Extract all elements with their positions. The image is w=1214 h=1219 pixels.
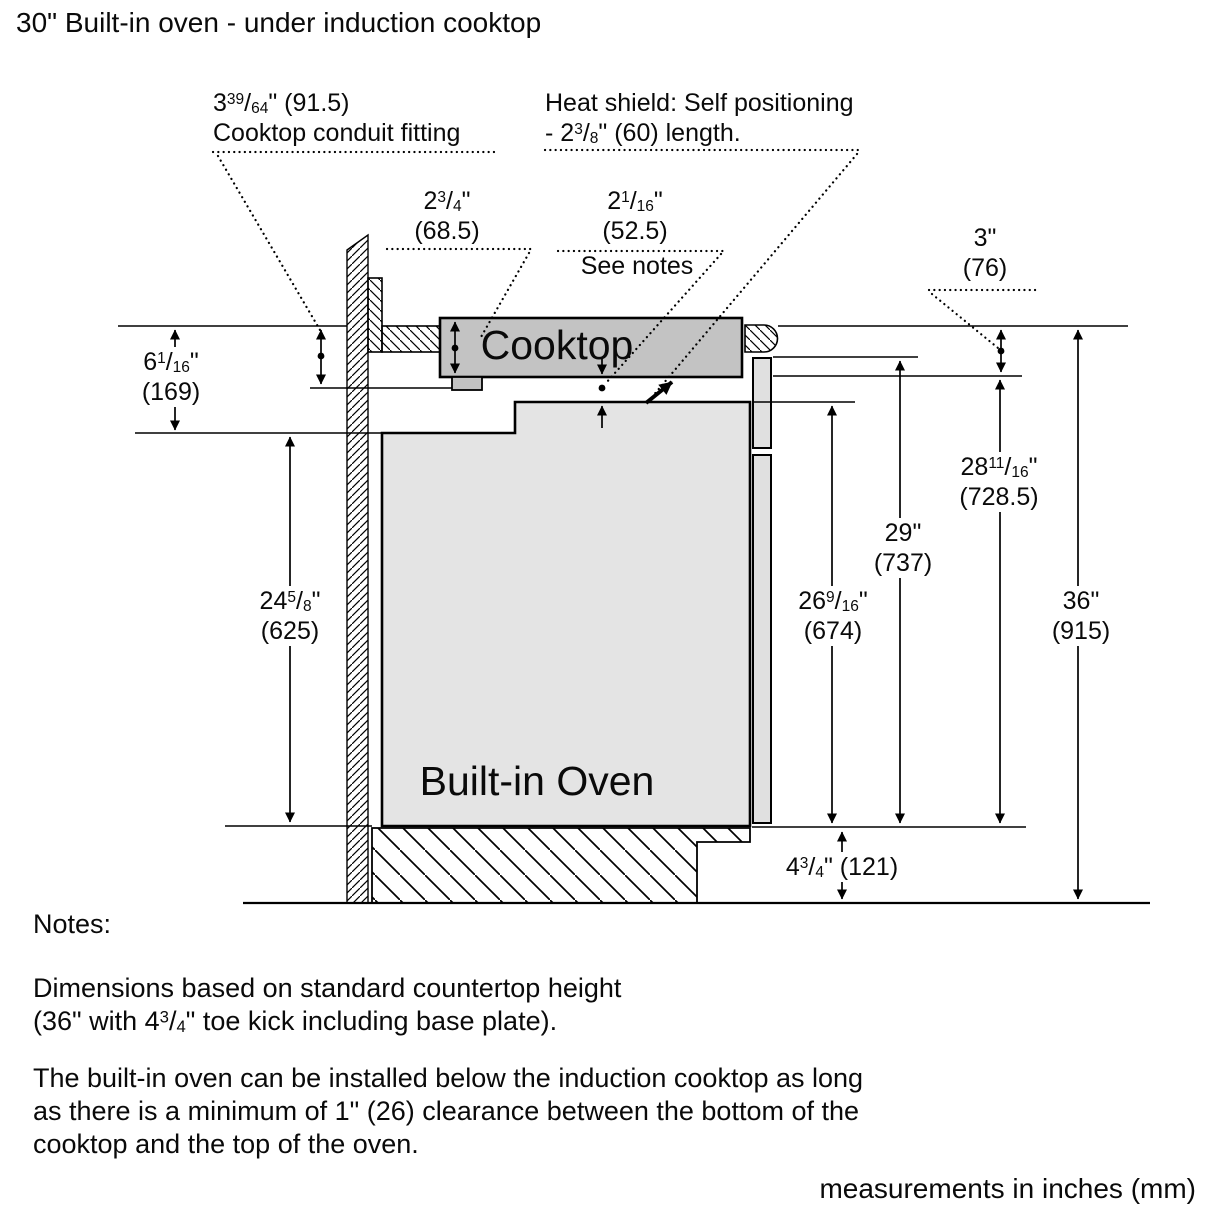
dim-24-5-8-label: $24^5/_8$" (625) [256, 586, 325, 646]
dim-2-3-4-label: $2^3/_4$" (68.5) [414, 187, 480, 245]
callout-conduit-text: Cooktop conduit fitting [213, 119, 461, 147]
wall-section [347, 235, 368, 903]
callout-heat-shield-line2: - $2^3/_8$" (60) length. [545, 119, 741, 147]
countertop-left-section [382, 326, 440, 352]
dim-4-3-4-label: $4^3/_4$" (121) [782, 852, 902, 882]
dim-line-3-39-64 [318, 330, 325, 384]
notes-heading: Notes: [33, 909, 112, 939]
countertop-right-edge [745, 325, 778, 352]
see-notes-label: See notes [580, 252, 694, 280]
cooktop-label: Cooktop [480, 322, 634, 368]
dim-26-9-16-label: $26^9/_{16}$" (674) [794, 586, 872, 646]
dim-line-3in [998, 330, 1005, 372]
dim-29-label: 29" (737) [870, 518, 936, 578]
oven-door-lower [753, 455, 771, 823]
callout-conduit [213, 88, 460, 148]
heat-shield-arrow [646, 382, 672, 403]
dim-36-label: 36" (915) [1048, 586, 1114, 646]
dim-3in-label: 3" (76) [962, 224, 1008, 282]
oven-door-upper [753, 358, 771, 448]
notes-para2: The built-in oven can be installed below the induction cooktop as long as there is a minimum of 1" (26) clearance between the bottom of the cooktop and the top of the oven. [33, 1063, 864, 1159]
callout-heat-shield [545, 88, 854, 148]
callout-heat-shield-line1: Heat shield: Self positioning [545, 89, 854, 117]
base-plate [372, 828, 750, 903]
conduit-leader [218, 156, 320, 330]
dim-28-11-16-label: $28^{11}/_{16}$" (728.5) [955, 452, 1042, 512]
oven-label: Built-in Oven [419, 758, 655, 804]
dim-2-1-16-label: $2^1/_{16}$" (52.5) [602, 187, 668, 245]
units-note: measurements in inches (mm) [819, 1173, 1196, 1204]
page-title: 30" Built-in oven - under induction cooktop [16, 7, 542, 38]
conduit-fitting-tab [452, 377, 482, 390]
dim-3in-leader [932, 294, 998, 348]
countertop-upstand [368, 278, 382, 352]
notes-para1: Dimensions based on standard countertop height (36" with $4^3/_4$" toe kick including base plate). [33, 973, 622, 1036]
dim-6-1-16-label: $6^1/_{16}$" (169) [138, 347, 204, 407]
callout-conduit-dim: $3^{39}/_{64}$" (91.5) [213, 89, 350, 117]
